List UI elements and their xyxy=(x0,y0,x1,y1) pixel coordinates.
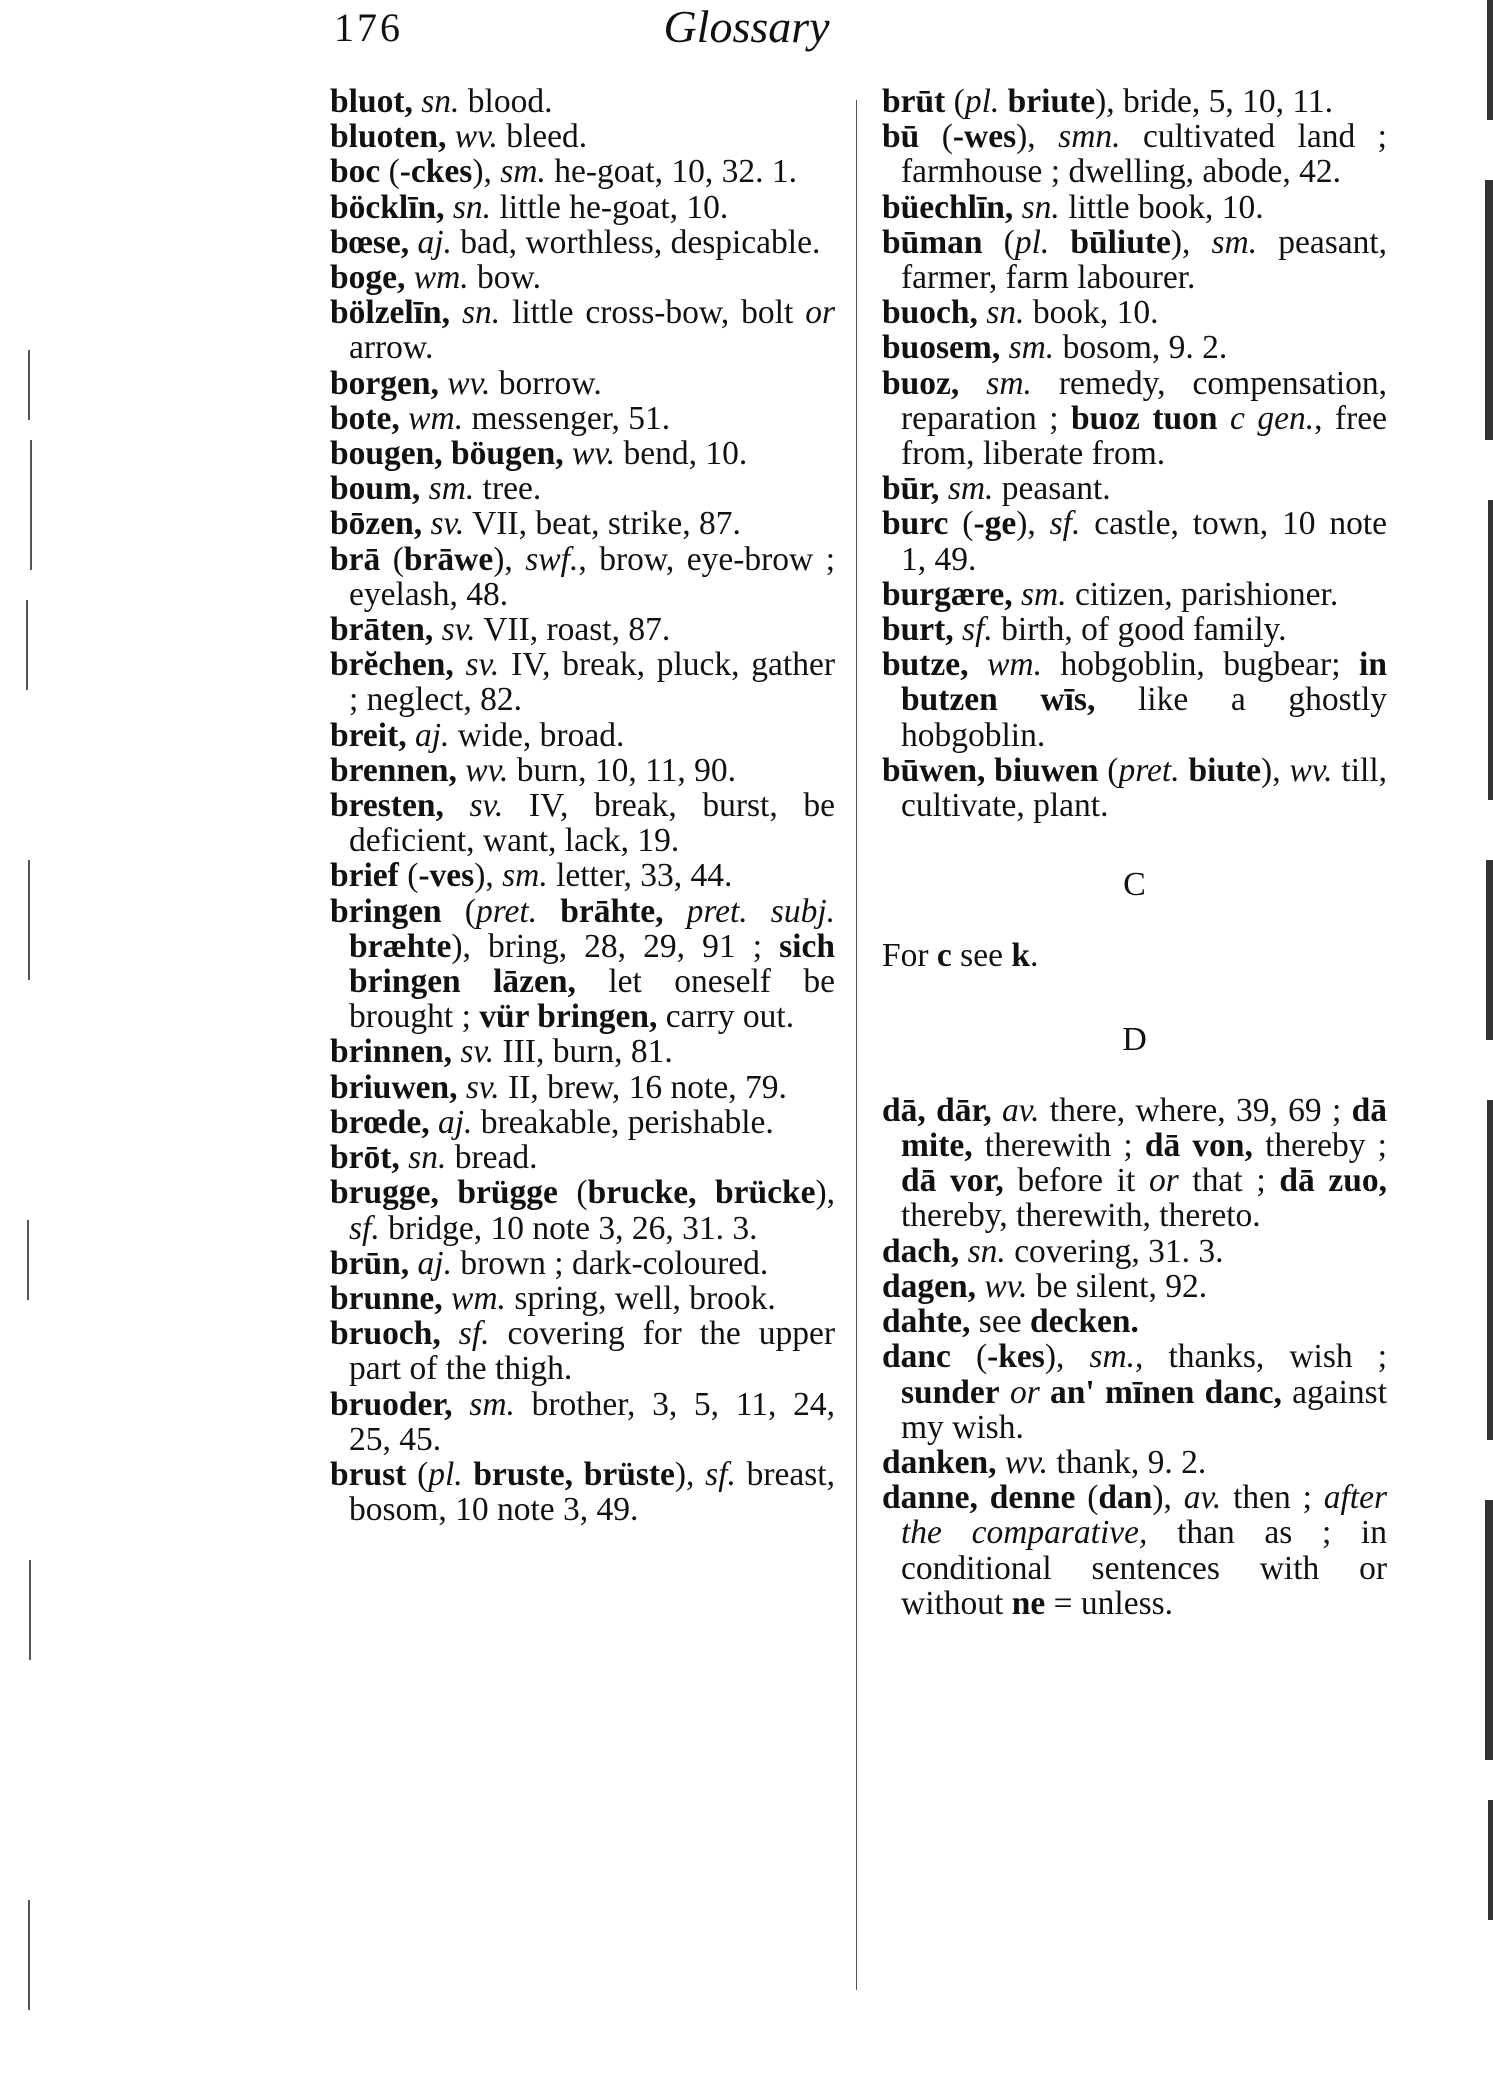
left-column xyxy=(330,84,835,1527)
glossary-entry: bœse, aj. bad, worthless, despicable. xyxy=(330,223,821,261)
glossary-entry: brĕchen, sv. IV, break, pluck, gather ; neglect, 82. xyxy=(330,646,836,719)
glossary-entry: böcklīn, sn. little he-goat, 10. xyxy=(330,188,729,226)
glossary-entry: danc (-kes), sm., thanks, wish ; sunder or an' mīnen danc, against my wish. xyxy=(882,1338,1388,1446)
glossary-entry: dahte, see decken. xyxy=(882,1303,1139,1341)
glossary-entry: danne, denne (dan), av. then ; after the comparative, than as ; in conditional sentences with or without ne = unless. xyxy=(882,1479,1388,1622)
glossary-entry: bringen (pret. brāhte, pret. subj. bræhte), bring, 28, 29, 91 ; sich bringen lāzen, let oneself be brought ; vür bringen, carry out. xyxy=(330,892,835,1036)
glossary-entry: būman (pl. būliute), sm. peasant, farmer, farm labourer. xyxy=(882,223,1388,297)
glossary-entry: brā (brāwe), swf., brow, eye-brow ; eyelash, 48. xyxy=(330,540,836,613)
section-letter-c: C xyxy=(1123,866,1146,904)
glossary-entry: borgen, wv. borrow. xyxy=(330,364,602,402)
glossary-entry: brief (-ves), sm. letter, 33, 44. xyxy=(330,857,733,895)
glossary-entry: brinnen, sv. III, burn, 81. xyxy=(330,1033,673,1071)
glossary-entry: boc (-ckes), sm. he-goat, 10, 32. 1. xyxy=(330,153,798,191)
glossary-entry: breit, aj. wide, broad. xyxy=(330,716,625,754)
glossary-entry: büechlīn, sn. little book, 10. xyxy=(882,188,1264,226)
glossary-entry: burt, sf. birth, of good family. xyxy=(882,611,1287,649)
glossary-entry: buosem, sm. bosom, 9. 2. xyxy=(882,329,1228,367)
glossary-entry: bū (-wes), smn. cultivated land ; farmhouse ; dwelling, abode, 42. xyxy=(882,118,1387,191)
glossary-entry: brāten, sv. VII, roast, 87. xyxy=(330,611,671,649)
glossary-entry: brugge, brügge (brucke, brücke), sf. bridge, 10 note 3, 26, 31. 3. xyxy=(330,1174,836,1247)
glossary-entry: boge, wm. bow. xyxy=(330,259,541,297)
glossary-entry: brūn, aj. brown ; dark-coloured. xyxy=(330,1244,769,1282)
glossary-entry: brennen, wv. burn, 10, 11, 90. xyxy=(330,751,737,789)
glossary-entry: būr, sm. peasant. xyxy=(882,470,1111,508)
glossary-entry: bluoten, wv. bleed. xyxy=(330,118,588,156)
page-number: 176 xyxy=(334,5,403,50)
glossary-entry: burgære, sm. citizen, parishioner. xyxy=(882,575,1339,613)
glossary-entry: brunne, wm. spring, well, brook. xyxy=(330,1279,776,1317)
glossary-entry: bresten, sv. IV, break, burst, be deficient, want, lack, 19. xyxy=(330,787,835,860)
column-divider xyxy=(856,100,857,1990)
right-column-d-entries xyxy=(882,1093,1387,1621)
glossary-entry: brœde, aj. breakable, perishable. xyxy=(330,1103,774,1141)
glossary-entry: burc (-ge), sf. castle, town, 10 note 1, 49. xyxy=(882,505,1388,578)
section-letter-d: D xyxy=(1122,1020,1147,1058)
glossary-entry: dā, dār, av. there, where, 39, 69 ; dā mite, therewith ; dā von, thereby ; dā vor, before it or that ; dā zuo, thereby, therewith, thereto. xyxy=(882,1091,1387,1235)
glossary-entry: bluot, sn. blood. xyxy=(330,83,553,120)
glossary-entry: bougen, böugen, wv. bend, 10. xyxy=(330,435,748,473)
glossary-entry: buoz, sm. remedy, compensation, reparation ; buoz tuon c gen., free from, liberate from. xyxy=(882,364,1388,473)
glossary-entry: brūt (pl. briute), bride, 5, 10, 11. xyxy=(882,83,1333,120)
glossary-entry: bote, wm. messenger, 51. xyxy=(330,399,671,437)
glossary-entry: briuwen, sv. II, brew, 16 note, 79. xyxy=(330,1068,787,1106)
glossary-entry: dagen, wv. be silent, 92. xyxy=(882,1267,1208,1305)
glossary-entry: bruoder, sm. brother, 3, 5, 11, 24, 25, 45. xyxy=(330,1385,835,1458)
glossary-entry: butze, wm. hobgoblin, bugbear; in butzen wīs, like a ghostly hobgoblin. xyxy=(882,646,1387,754)
glossary-entry: danken, wv. thank, 9. 2. xyxy=(882,1443,1207,1481)
glossary-entry: bruoch, sf. covering for the upper part of the thigh. xyxy=(330,1315,836,1388)
right-column xyxy=(882,84,1387,1621)
glossary-entry: boum, sm. tree. xyxy=(330,470,542,508)
right-column-b-entries xyxy=(882,84,1387,823)
glossary-entry: brōt, sn. bread. xyxy=(330,1139,538,1177)
glossary-entry: brust (pl. bruste, brüste), sf. breast, bosom, 10 note 3, 49. xyxy=(330,1455,835,1529)
glossary-entry: dach, sn. covering, 31. 3. xyxy=(882,1232,1224,1270)
section-c-note: For c see k. xyxy=(882,937,1039,975)
glossary-entry: buoch, sn. book, 10. xyxy=(882,294,1159,332)
glossary-entry: bōzen, sv. VII, beat, strike, 87. xyxy=(330,505,741,543)
glossary-entry: būwen, biuwen (pret. biute), wv. till, cultivate, plant. xyxy=(882,751,1388,825)
running-head: Glossary xyxy=(663,1,830,52)
glossary-entry: bölzelīn, sn. little cross-bow, bolt or arrow. xyxy=(330,294,836,367)
scan-edge-right xyxy=(1479,0,1493,2095)
